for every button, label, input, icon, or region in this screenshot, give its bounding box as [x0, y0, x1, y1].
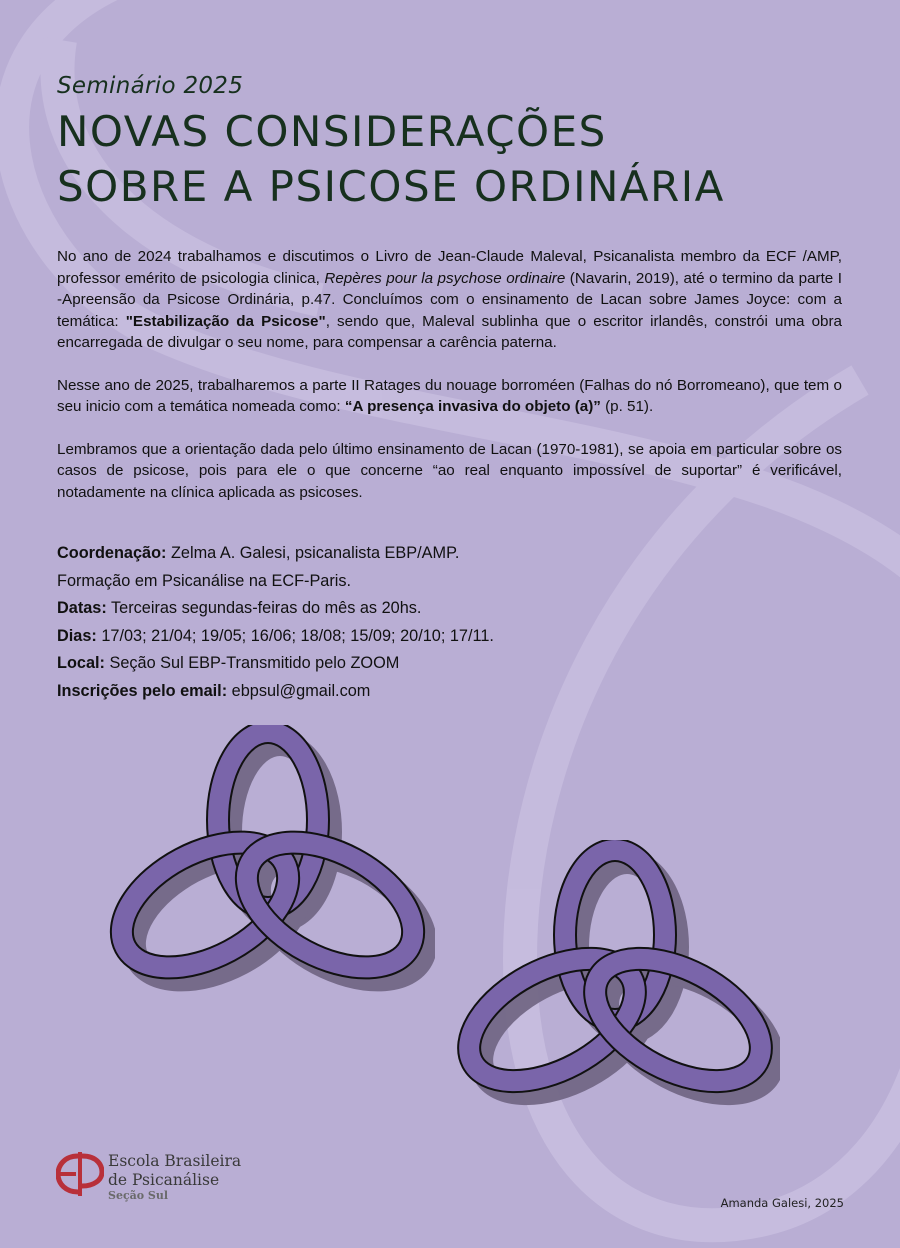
- theme-stabilization: "Estabilização da Psicose": [125, 312, 326, 330]
- intro-paragraph-2: [57, 375, 842, 418]
- title-line-2: SOBRE A PSICOSE ORDINÁRIA: [57, 162, 725, 211]
- logo-line-1: Escola Brasileira: [108, 1152, 242, 1170]
- trefoil-knot-illustration-right: [450, 840, 780, 1130]
- dates-value: Terceiras segundas-feiras do mês as 20hs.: [106, 599, 422, 617]
- location-row: [57, 650, 757, 678]
- logo-line-3: Seção Sul: [108, 1189, 169, 1202]
- p2-text-c: (p. 51).: [600, 398, 654, 415]
- dates-label: Datas:: [57, 599, 107, 617]
- p2-text-a: Nesse ano de 2025, trabalharemos a parte II Ratages du nouage borroméen (Falhas do nó Borromeano), que tem o seu inicio com a temática nomeada como:: [57, 376, 842, 415]
- title-line-1: NOVAS CONSIDERAÇÕES: [57, 107, 607, 156]
- ebp-logo: [56, 1150, 296, 1210]
- training-row: Formação em Psicanálise na ECF-Paris.: [57, 571, 352, 590]
- registration-label: Inscrições pelo email:: [57, 681, 228, 700]
- artist-credit: Amanda Galesi, 2025: [720, 1196, 844, 1210]
- location-label: Local:: [57, 654, 105, 672]
- coordination-label: Coordenação:: [57, 544, 167, 562]
- intro-paragraph-1: [57, 246, 842, 354]
- days-value: 17/03; 21/04; 19/05; 16/06; 18/08; 15/09; 20/10; 17/11.: [96, 626, 494, 645]
- seminar-subtitle: Seminário 2025: [57, 73, 244, 99]
- days-row: [57, 623, 757, 651]
- registration-email[interactable]: ebpsul@gmail.com: [227, 681, 371, 700]
- dates-row: [57, 595, 757, 623]
- intro-text: [57, 246, 842, 524]
- header: [57, 72, 857, 214]
- logo-line-2: de Psicanálise: [108, 1171, 220, 1189]
- theme-invasive-object: “A presença invasiva do objeto (a)”: [344, 398, 601, 415]
- trefoil-knot-illustration-left: [105, 725, 435, 1025]
- logo-text: [108, 1152, 241, 1202]
- p1-text-a: No ano de 2024 trabalhamos e discutimos o Livro de Jean-Claude Maleval, Psicanalista membro da ECF /AMP, professor emérito de psicologia clinica,: [57, 248, 842, 287]
- seminar-details: [57, 540, 757, 705]
- coordination-value: Zelma A. Galesi, psicanalista EBP/AMP.: [166, 544, 460, 562]
- intro-paragraph-3: Lembramos que a orientação dada pelo último ensinamento de Lacan (1970-1981), se apoia em particular sobre os casos de psicose, pois para ele o que concerne “ao real enquanto impossível de suportar” é verificável, notadamente na clínica aplicada as psicoses.: [57, 440, 842, 501]
- days-label: Dias:: [57, 626, 97, 645]
- seminar-title: [57, 104, 857, 214]
- book-title: Repères pour la psychose ordinaire: [324, 269, 566, 287]
- p1-text-e: , sendo que, Maleval sublinha que o escritor irlandês, constrói uma obra encarregada de divulgar o seu nome, para compensar a carência paterna.: [57, 312, 842, 351]
- location-value: Seção Sul EBP-Transmitido pelo ZOOM: [104, 654, 400, 672]
- ebp-logo-icon: [56, 1150, 104, 1198]
- coordination-row: [57, 540, 757, 568]
- p1-text-c: (Navarin, 2019), até o termino da parte I -Apreensão da Psicose Ordinária, p.47. Concluímos com o ensinamento de Lacan sobre James Joyce: com a temática:: [57, 269, 842, 330]
- registration-row: [57, 678, 757, 706]
